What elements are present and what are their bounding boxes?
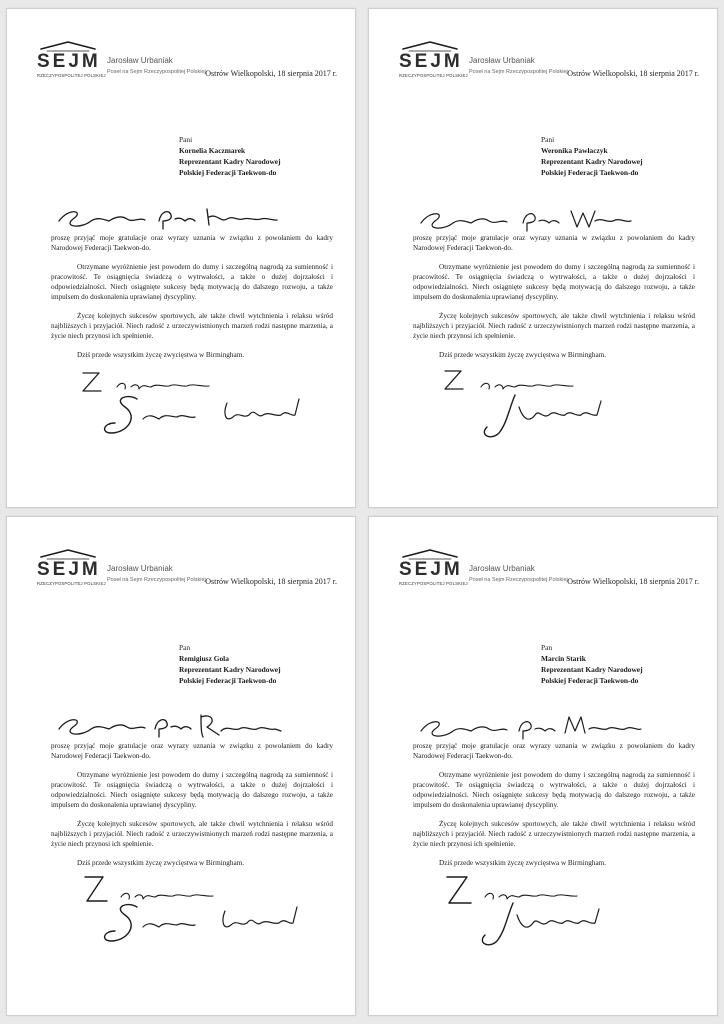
sender-name: Jarosław Urbaniak [469,564,535,573]
sender-name: Jarosław Urbaniak [107,56,173,65]
logo-subtitle: RZECZYPOSPOLITEJ POLSKIEJ [37,73,106,78]
sender-title: Poseł na Sejm Rzeczypospolitej Polskiej [107,577,206,583]
body-paragraph-2: Otrzymane wyróżnienie jest powodem do dumy i szczególną nagrodą za sumienność i pracowitość. Te osiągnięcia świadczą o wytrwałości, a także o dużej dojrzałości i odpowiedzialności. Niech osiągnięte sukcesy będą motywacją do dalszego rozwoju, a także impulsem do doskonalenia uprawianej dyscypliny. [413,771,695,809]
recipient-role: Reprezentant Kadry Narodowej [541,665,643,674]
recipient-role: Reprezentant Kadry Narodowej [541,157,643,166]
body-paragraph-1: proszę przyjąć moje gratulacje oraz wyrazy uznania w związku z powołaniem do kadry Narodowej Federacji Taekwon-do. [413,234,695,252]
logo-word: SEJM [37,559,101,580]
body-paragraph-1: proszę przyjąć moje gratulacje oraz wyrazy uznania w związku z powołaniem do kadry Narodowej Federacji Taekwon-do. [51,234,333,252]
body-paragraph-3: Życzę kolejnych sukcesów sportowych, ale także chwil wytchnienia i relaksu wśród najbliższych i przyjaciół. Niech radość z urzeczywistnionych marzeń rodzi następne marzenia, a życie niech przynosi ich spełnienie. [51,312,333,340]
letter-body [413,741,695,877]
recipient-name: Weronika Pawłaczyk [541,146,608,155]
handwritten-signature [67,897,327,952]
sender-name: Jarosław Urbaniak [107,564,173,573]
recipient-block [541,642,643,686]
recipient-block [179,134,281,178]
letter-weronika-pawlaczyk [368,8,718,508]
body-paragraph-3: Życzę kolejnych sukcesów sportowych, ale także chwil wytchnienia i relaksu wśród najbliższych i przyjaciół. Niech radość z urzeczywistnionych marzeń rodzi następne marzenia, a życie niech przynosi ich spełnienie. [413,312,695,340]
handwritten-signature [429,389,689,444]
body-paragraph-2: Otrzymane wyróżnienie jest powodem do dumy i szczególną nagrodą za sumienność i pracowitość. Te osiągnięcia świadczą o wytrwałości, a także o dużej dojrzałości i odpowiedzialności. Niech osiągnięte sukcesy będą motywacją do dalszego rozwoju, a także impulsem do doskonalenia uprawianej dyscypliny. [51,771,333,809]
logo-subtitle: RZECZYPOSPOLITEJ POLSKIEJ [399,73,468,78]
recipient-federation: Polskiej Federacji Taekwon-do [179,168,277,177]
sejm-logo [37,547,106,595]
body-paragraph-2: Otrzymane wyróżnienie jest powodem do dumy i szczególną nagrodą za sumienność i pracowitość. Te osiągnięcia świadczą o wytrwałości, a także o dużej dojrzałości i odpowiedzialności. Niech osiągnięte sukcesy będą motywacją do dalszego rozwoju, a także impulsem do doskonalenia uprawianej dyscypliny. [51,263,333,301]
letter-marcin-starik [368,516,718,1016]
sender-name: Jarosław Urbaniak [469,56,535,65]
sejm-logo [399,39,468,87]
recipient-block [541,134,643,178]
recipient-greeting: Pan [179,643,191,652]
logo-subtitle: RZECZYPOSPOLITEJ POLSKIEJ [399,581,468,586]
place-date: Ostrów Wielkopolski, 18 sierpnia 2017 r. [205,577,337,586]
recipient-name: Remigiusz Gola [179,654,229,663]
handwritten-signature [67,389,327,444]
body-paragraph-2: Otrzymane wyróżnienie jest powodem do dumy i szczególną nagrodą za sumienność i pracowitość. Te osiągnięcia świadczą o wytrwałości, a także o dużej dojrzałości i odpowiedzialności. Niech osiągnięte sukcesy będą motywacją do dalszego rozwoju, a także impulsem do doskonalenia uprawianej dyscypliny. [413,263,695,301]
recipient-greeting: Pan [541,643,553,652]
body-paragraph-4: Dziś przede wszystkim życzę zwycięstwa w Birmingham. [439,351,607,359]
recipient-greeting: Pani [541,135,555,144]
logo-word: SEJM [37,51,101,72]
logo-subtitle: RZECZYPOSPOLITEJ POLSKIEJ [37,581,106,586]
recipient-block [179,642,281,686]
place-date: Ostrów Wielkopolski, 18 sierpnia 2017 r. [205,69,337,78]
sender-title: Poseł na Sejm Rzeczypospolitej Polskiej [469,577,568,583]
letter-body [51,233,333,369]
body-paragraph-4: Dziś przede wszystkim życzę zwycięstwa w Birmingham. [439,859,607,867]
sejm-logo [37,39,106,87]
logo-word: SEJM [399,51,463,72]
recipient-role: Reprezentant Kadry Narodowej [179,157,281,166]
recipient-federation: Polskiej Federacji Taekwon-do [541,168,639,177]
sejm-logo [399,547,468,595]
sender-title: Poseł na Sejm Rzeczypospolitej Polskiej [107,69,206,75]
letter-body [413,233,695,369]
body-paragraph-4: Dziś przede wszystkim życzę zwycięstwa w Birmingham. [77,351,245,359]
body-paragraph-3: Życzę kolejnych sukcesów sportowych, ale także chwil wytchnienia i relaksu wśród najbliższych i przyjaciół. Niech radość z urzeczywistnionych marzeń rodzi następne marzenia, a życie niech przynosi ich spełnienie. [413,820,695,848]
recipient-role: Reprezentant Kadry Narodowej [179,665,281,674]
body-paragraph-1: proszę przyjąć moje gratulacje oraz wyrazy uznania w związku z powołaniem do kadry Narodowej Federacji Taekwon-do. [51,742,333,760]
place-date: Ostrów Wielkopolski, 18 sierpnia 2017 r. [567,577,699,586]
handwritten-signature [429,897,689,952]
recipient-federation: Polskiej Federacji Taekwon-do [179,676,277,685]
recipient-federation: Polskiej Federacji Taekwon-do [541,676,639,685]
place-date: Ostrów Wielkopolski, 18 sierpnia 2017 r. [567,69,699,78]
letter-kornelia-kaczmarek [6,8,356,508]
letter-body [51,741,333,877]
recipient-name: Marcin Starik [541,654,586,663]
body-paragraph-3: Życzę kolejnych sukcesów sportowych, ale także chwil wytchnienia i relaksu wśród najbliższych i przyjaciół. Niech radość z urzeczywistnionych marzeń rodzi następne marzenia, a życie niech przynosi ich spełnienie. [51,820,333,848]
recipient-name: Kornelia Kaczmarek [179,146,246,155]
body-paragraph-1: proszę przyjąć moje gratulacje oraz wyrazy uznania w związku z powołaniem do kadry Narodowej Federacji Taekwon-do. [413,742,695,760]
sender-title: Poseł na Sejm Rzeczypospolitej Polskiej [469,69,568,75]
recipient-greeting: Pani [179,135,193,144]
letter-remigiusz-gola [6,516,356,1016]
body-paragraph-4: Dziś przede wszystkim życzę zwycięstwa w Birmingham. [77,859,245,867]
logo-word: SEJM [399,559,463,580]
